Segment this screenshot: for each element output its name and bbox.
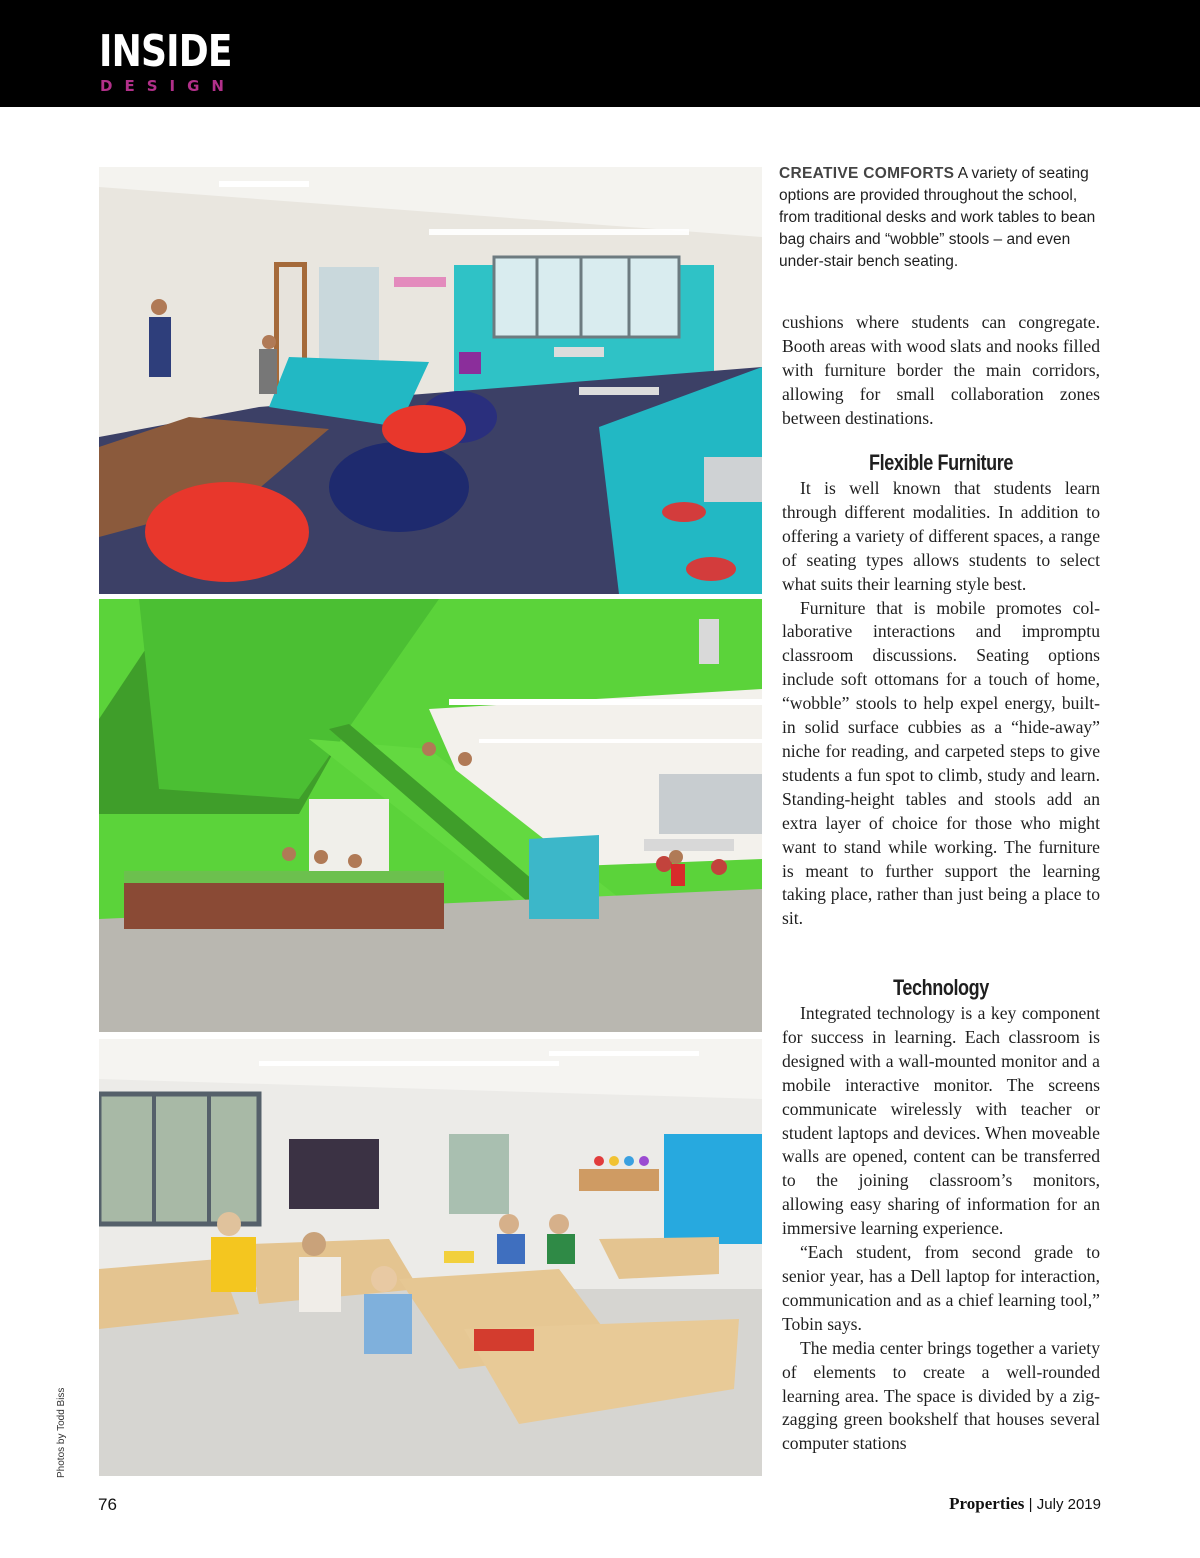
paragraph-tech-2: “Each student, from second grade to senior year, has a Dell laptop for interaction, communication and as a chief learning tool,” Tobin says. <box>782 1242 1100 1334</box>
paragraph-flex-1: It is well known that students learn through different modalities. In addition to offering a variety of different spaces, a range of seating types allows students to select what suits their learning style best. <box>782 478 1100 594</box>
heading-flexible-furniture: Flexible Furniture <box>869 450 1013 475</box>
heading-technology: Technology <box>893 975 989 1000</box>
photo-classroom-tables <box>99 1039 762 1476</box>
paragraph-tech-1: Integrated technology is a key component for success in learning. Each classroom is designed with a wall-mounted monitor and a mobile interactive monitor. The screens communicate wirelessly with teacher or student laptops and devices. When moveable walls are opened, content can be transferred to the joining classroom’s monitors, allowing easy sharing of information for an immersive learning experience. <box>782 1003 1100 1239</box>
caption-text: A variety of seating options are provided throughout the school, from traditional desks and work tables to bean bag chairs and “wobble” stools – and even under-stair bench seating. <box>779 165 1096 270</box>
caption-lead: CREATIVE COMFORTS <box>779 165 955 182</box>
section-title: INSIDE <box>99 26 232 77</box>
photo-credit: Photos by Todd Biss <box>56 1387 67 1478</box>
article-column-flexible <box>782 477 1100 931</box>
header-bar <box>0 0 1200 107</box>
heading-wrapper-technology <box>782 973 1100 1003</box>
photo-beanbag-commons <box>99 167 762 594</box>
footer-separator: | <box>1028 1496 1033 1513</box>
paragraph-flex-2: Furniture that is mobile promotes collaborative interactions and impromptu classroom discussions. Seating options include soft ottomans for a touch of home, “wobble” stools to help expel energy, built-in solid surface cubbies as a “hide-away” niche for reading, and carpeted steps to give students a fun spot to climb, study and learn. Standing-height tables and stools add an extra layer of choice for those who might want to stand while working. The furniture is meant to further support the learning taking place, rather than just being a place to sit. <box>782 597 1100 929</box>
page-number: 76 <box>98 1495 117 1514</box>
issue-date: July 2019 <box>1036 1496 1101 1513</box>
paragraph-tech-3: The media center brings together a variety of elements to create a well-rounded learning area. The space is divided by a zig-zagging green bookshelf that houses several computer stations <box>782 1337 1100 1454</box>
heading-wrapper-flexible <box>782 448 1100 478</box>
section-subtitle: DESIGN <box>100 77 236 95</box>
paragraph-intro: cushions where students can congregate. Booth areas with wood slats and nooks filled with furniture border the main corridors, allowing for small collaboration zones between destinations. <box>782 312 1100 428</box>
photo-caption <box>779 163 1101 273</box>
footer-publication <box>949 1494 1101 1514</box>
article-column-intro <box>782 311 1100 431</box>
article-column-technology <box>782 1002 1100 1456</box>
photo-green-staircase <box>99 599 762 1032</box>
publication-name: Properties <box>949 1494 1025 1513</box>
